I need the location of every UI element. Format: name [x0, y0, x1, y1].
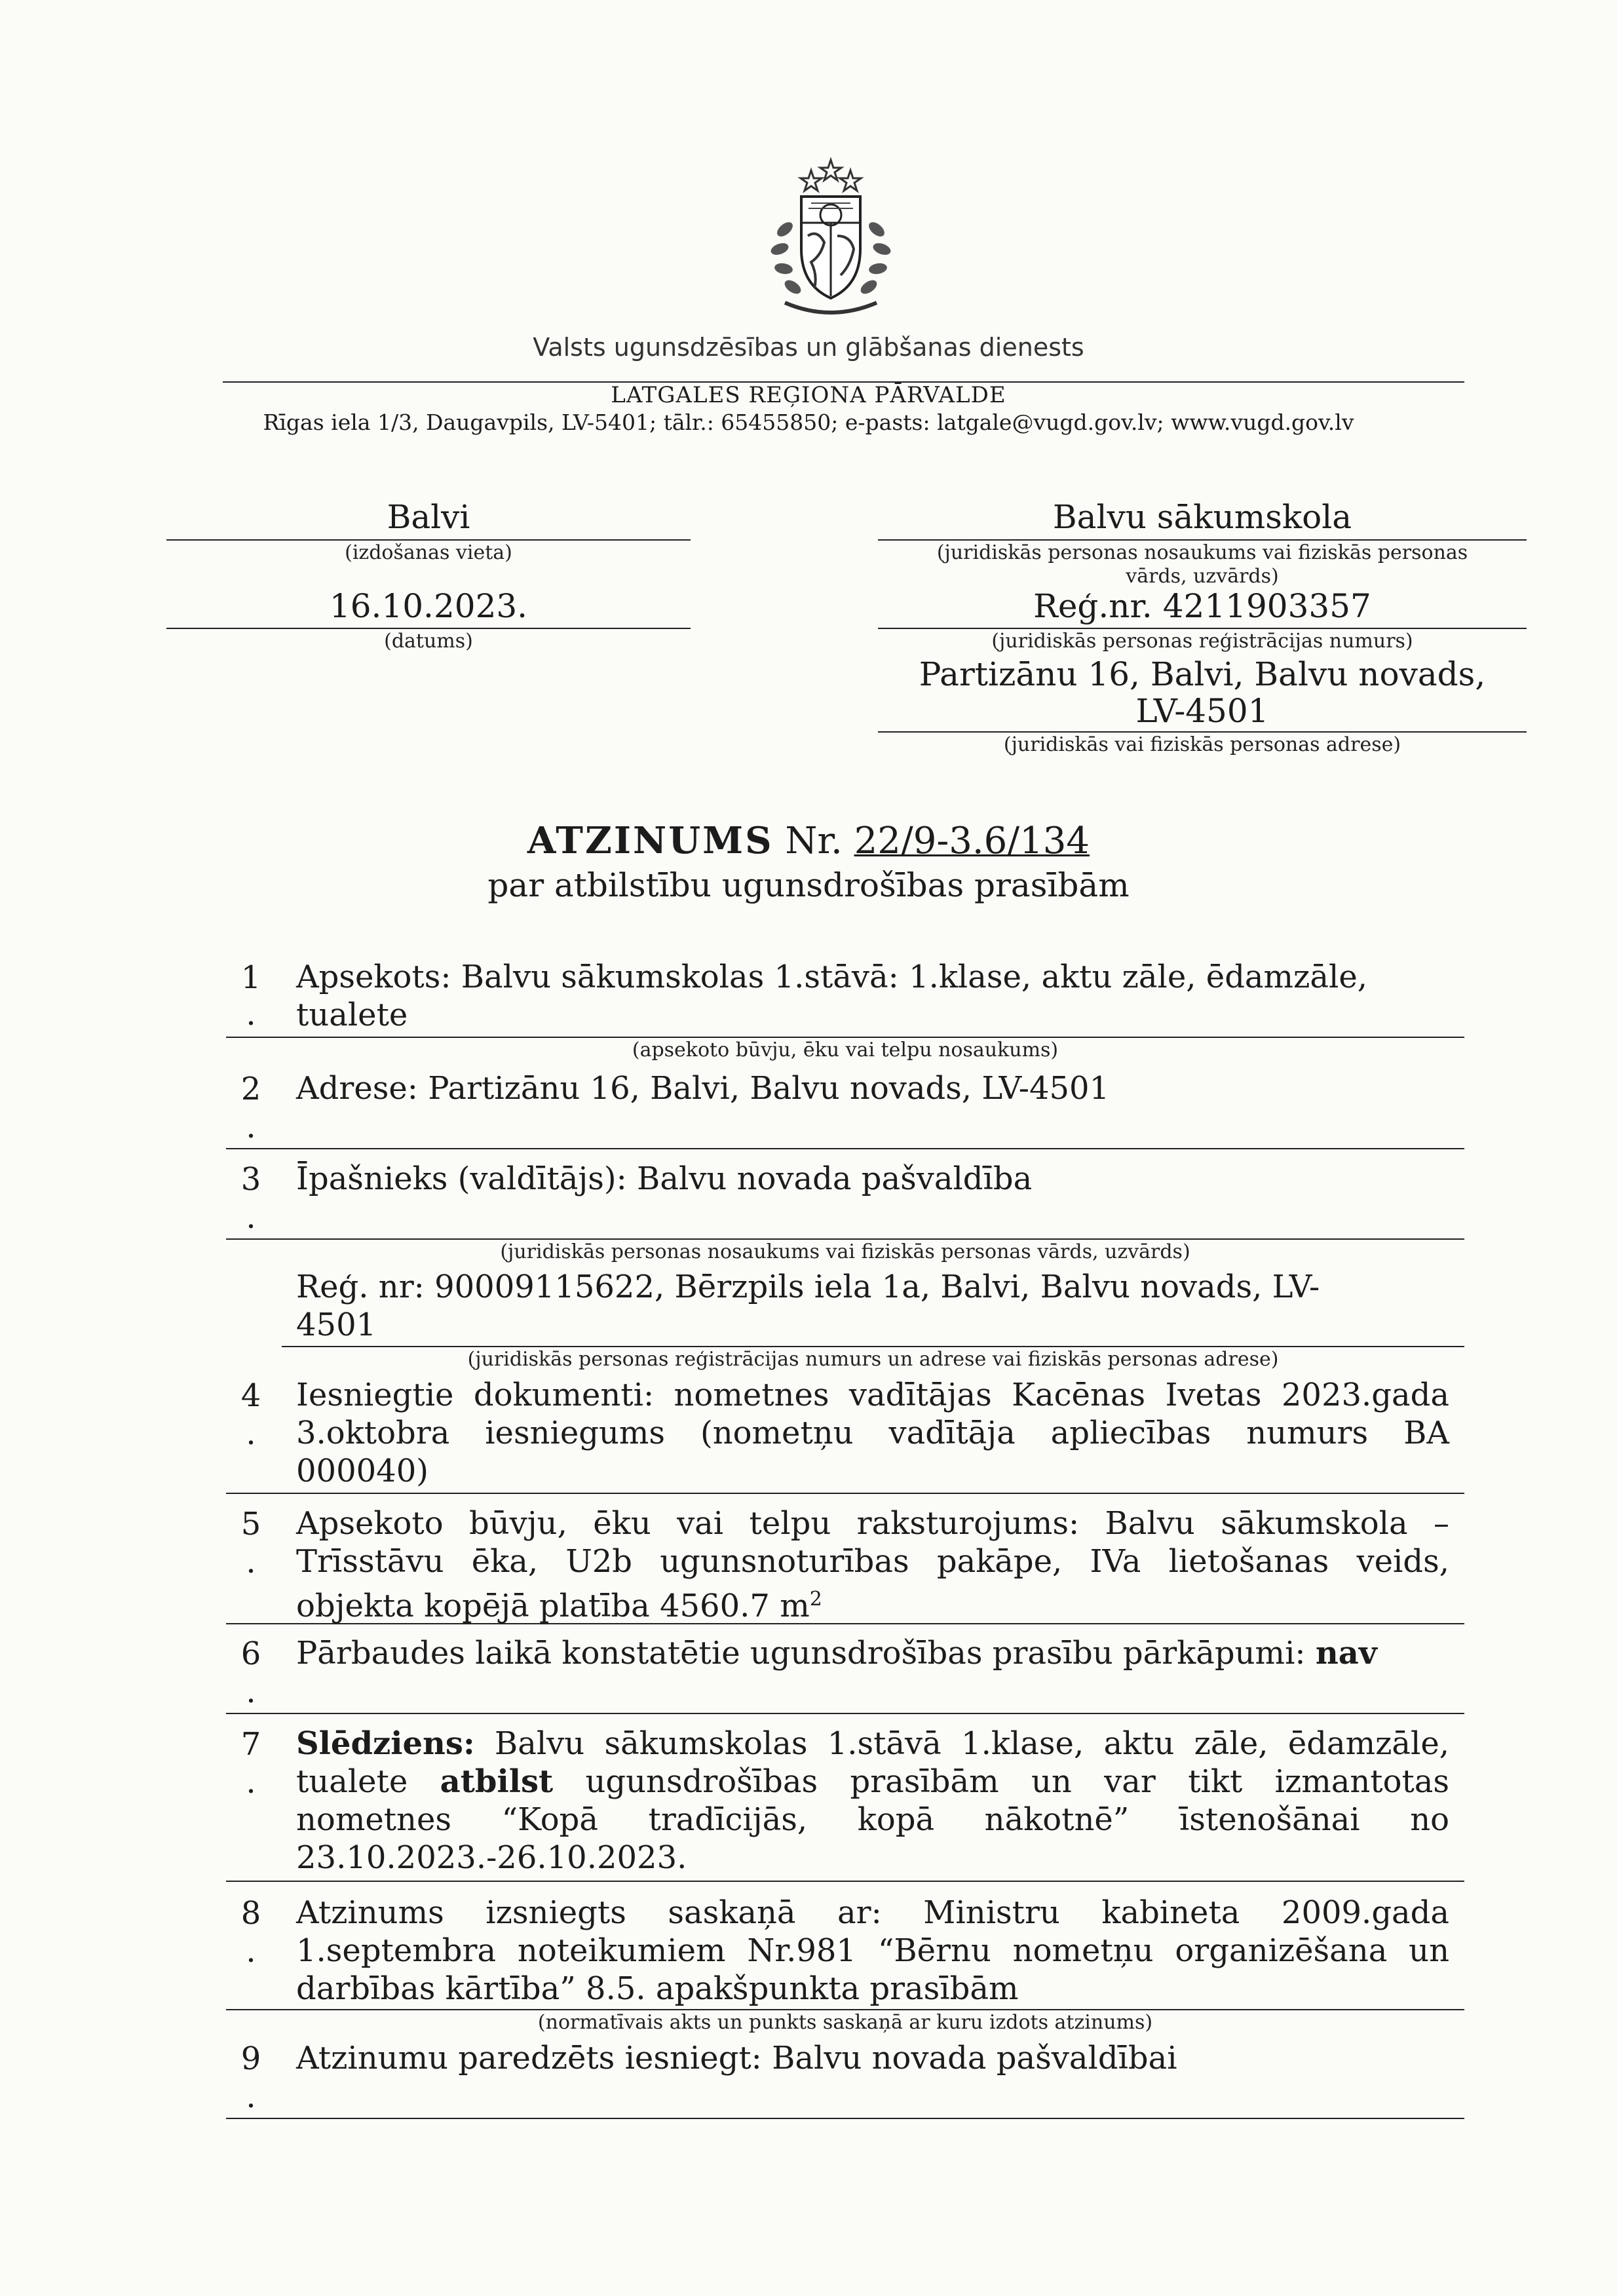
item-8-text — [296, 1894, 1449, 2008]
item-8-rule — [226, 2009, 1464, 2010]
item-5-number: 5 — [240, 1506, 261, 1542]
item-6-number: 6 — [240, 1636, 261, 1672]
item-3-reg-line-1: Reģ. nr: 90009115622, Bērzpils iela 1a, Balvi, Balvu novads, LV- — [296, 1269, 1320, 1305]
item-3-reg-rule — [282, 1346, 1464, 1347]
recipient-reg-line — [878, 628, 1527, 629]
item-3-dot: . — [246, 1199, 256, 1236]
item-7-line-2-post: ugunsdrošības prasībām un var tikt izmantotas — [553, 1763, 1450, 1800]
issue-date-line — [166, 628, 691, 629]
item-7-conclusion-label: Slēdziens: — [296, 1725, 475, 1762]
issue-place: Balvi — [387, 498, 470, 536]
item-6-rule — [226, 1713, 1464, 1714]
item-8-dot: . — [246, 1933, 256, 1970]
item-7-number: 7 — [240, 1726, 261, 1763]
recipient-address-line — [878, 731, 1527, 733]
item-8-line-3: darbības kārtība” 8.5. apakšpunkta prasībām — [296, 1970, 1019, 2007]
item-9-rule — [226, 2118, 1464, 2119]
item-6-label: Pārbaudes laikā konstatētie ugunsdrošības prasību pārkāpumi: — [296, 1635, 1316, 1672]
region-name: LATGALES REĢIONA PĀRVALDE — [611, 382, 1006, 408]
item-8-number: 8 — [240, 1895, 261, 1932]
item-1-number: 1 — [240, 959, 261, 996]
recipient-name-caption: (juridiskās personas nosaukums vai fiziskās personas — [936, 541, 1468, 564]
recipient-name: Balvu sākumskola — [1052, 498, 1352, 536]
item-2-text: Adrese: Partizānu 16, Balvi, Balvu novads, LV-4501 — [296, 1070, 1110, 1107]
item-6-dot: . — [246, 1674, 256, 1710]
item-4-line-2: 3.oktobra iesniegums (nometņu vadītāja apliecības numurs BA — [296, 1415, 1449, 1451]
item-7-verdict: atbilst — [440, 1763, 554, 1800]
item-4-dot: . — [246, 1415, 256, 1452]
issue-place-caption: (izdošanas vieta) — [345, 541, 512, 564]
item-9-dot: . — [246, 2078, 256, 2115]
item-3-reg — [296, 1268, 1449, 1344]
item-5-line-3 — [296, 1580, 1449, 1625]
issue-place-line — [166, 539, 691, 541]
item-3-caption: (juridiskās personas nosaukums vai fiziskās personas vārds, uzvārds) — [500, 1240, 1190, 1263]
item-1-caption: (apsekoto būvju, ēku vai telpu nosaukums) — [632, 1039, 1059, 1062]
item-7-rule — [226, 1881, 1464, 1882]
issue-date-caption: (datums) — [384, 630, 473, 653]
agency-name: Valsts ugunsdzēsības un glābšanas dienests — [533, 333, 1084, 362]
item-9-number: 9 — [240, 2040, 261, 2077]
item-7-line-1 — [296, 1725, 1449, 1763]
item-5-dot: . — [246, 1544, 256, 1580]
item-7-line-2 — [296, 1763, 1449, 1801]
title-main: ATZINUMS — [527, 819, 774, 862]
item-7-line-1-text: Balvu sākumskolas 1.stāvā 1.klase, aktu zāle, ēdamzāle, — [474, 1725, 1449, 1762]
item-7-line-2-pre: tualete — [296, 1763, 440, 1800]
item-4-line-1: Iesniegtie dokumenti: nometnes vadītājas Kacēnas Ivetas 2023.gada — [296, 1377, 1449, 1413]
item-5-area-unit-exponent: 2 — [809, 1588, 822, 1611]
item-9-text: Atzinumu paredzēts iesniegt: Balvu novada pašvaldībai — [296, 2040, 1177, 2076]
recipient-reg-caption: (juridiskās personas reģistrācijas numurs) — [991, 630, 1413, 653]
title-nr-value: 22/9-3.6/134 — [854, 820, 1090, 862]
item-2-dot: . — [246, 1109, 256, 1145]
item-8-line-2: 1.septembra noteikumiem Nr.981 “Bērnu nometņu organizēšana un — [296, 1932, 1449, 1969]
title-nr-label: Nr. — [785, 820, 843, 862]
item-1-text — [296, 958, 1449, 1034]
coat-of-arms-icon — [765, 151, 896, 321]
recipient-address-caption: (juridiskās vai fiziskās personas adrese) — [1003, 733, 1401, 756]
item-2-number: 2 — [240, 1071, 261, 1107]
item-6-text — [296, 1634, 1449, 1672]
item-8-line-1: Atzinums izsniegts saskaņā ar: Ministru kabineta 2009.gada — [296, 1894, 1449, 1931]
item-4-rule — [226, 1493, 1464, 1494]
item-2-rule — [226, 1148, 1464, 1149]
item-5-line-1: Apsekoto būvju, ēku vai telpu raksturojums: Balvu sākumskola – — [296, 1505, 1449, 1542]
item-5-area: objekta kopējā platība 4560.7 m — [296, 1588, 810, 1624]
item-5-line-2: Trīsstāvu ēka, U2b ugunsnoturības pakāpe, IVa lietošanas veids, — [296, 1543, 1449, 1580]
recipient-name-line — [878, 539, 1527, 541]
recipient-name-caption-2: vārds, uzvārds) — [1126, 565, 1279, 588]
item-1-rule — [226, 1037, 1464, 1038]
recipient-reg-number: Reģ.nr. 4211903357 — [1033, 587, 1371, 625]
item-3-reg-caption: (juridiskās personas reģistrācijas numurs un adrese vai fiziskās personas adrese) — [467, 1348, 1279, 1371]
item-4-line-3: 000040) — [296, 1453, 428, 1489]
item-4-number: 4 — [240, 1377, 261, 1414]
item-3-number: 3 — [240, 1161, 261, 1198]
item-4-text — [296, 1376, 1449, 1490]
item-3-text: Īpašnieks (valdītājs): Balvu novada pašvaldība — [296, 1160, 1033, 1197]
item-7-text — [296, 1725, 1449, 1877]
item-7-line-4: 23.10.2023.-26.10.2023. — [296, 1839, 687, 1876]
item-1-line-2: tualete — [296, 997, 408, 1033]
recipient-address-2: LV-4501 — [1135, 692, 1269, 730]
item-5-text — [296, 1504, 1449, 1625]
item-1-dot: . — [246, 996, 256, 1033]
item-3-rule — [226, 1238, 1464, 1240]
document-title — [0, 819, 1617, 862]
item-1-line-1: Apsekots: Balvu sākumskolas 1.stāvā: 1.klase, aktu zāle, ēdamzāle, — [296, 959, 1367, 995]
item-7-line-3: nometnes “Kopā tradīcijās, kopā nākotnē” īstenošānai no — [296, 1801, 1449, 1838]
contact-line: Rīgas iela 1/3, Daugavpils, LV-5401; tālr.: 65455850; e-pasts: latgale@vugd.gov.lv; www.vugd.gov.lv — [263, 410, 1354, 435]
recipient-address: Partizānu 16, Balvi, Balvu novads, — [919, 655, 1486, 693]
item-5-rule — [226, 1623, 1464, 1624]
item-3-reg-line-2: 4501 — [296, 1307, 377, 1343]
item-8-caption: (normatīvais akts un punkts saskaņā ar kuru izdots atzinums) — [537, 2011, 1153, 2034]
document-subtitle: par atbilstību ugunsdrošības prasībām — [487, 866, 1130, 904]
issue-date: 16.10.2023. — [329, 587, 528, 625]
item-7-dot: . — [246, 1764, 256, 1801]
item-6-value: nav — [1315, 1635, 1377, 1672]
